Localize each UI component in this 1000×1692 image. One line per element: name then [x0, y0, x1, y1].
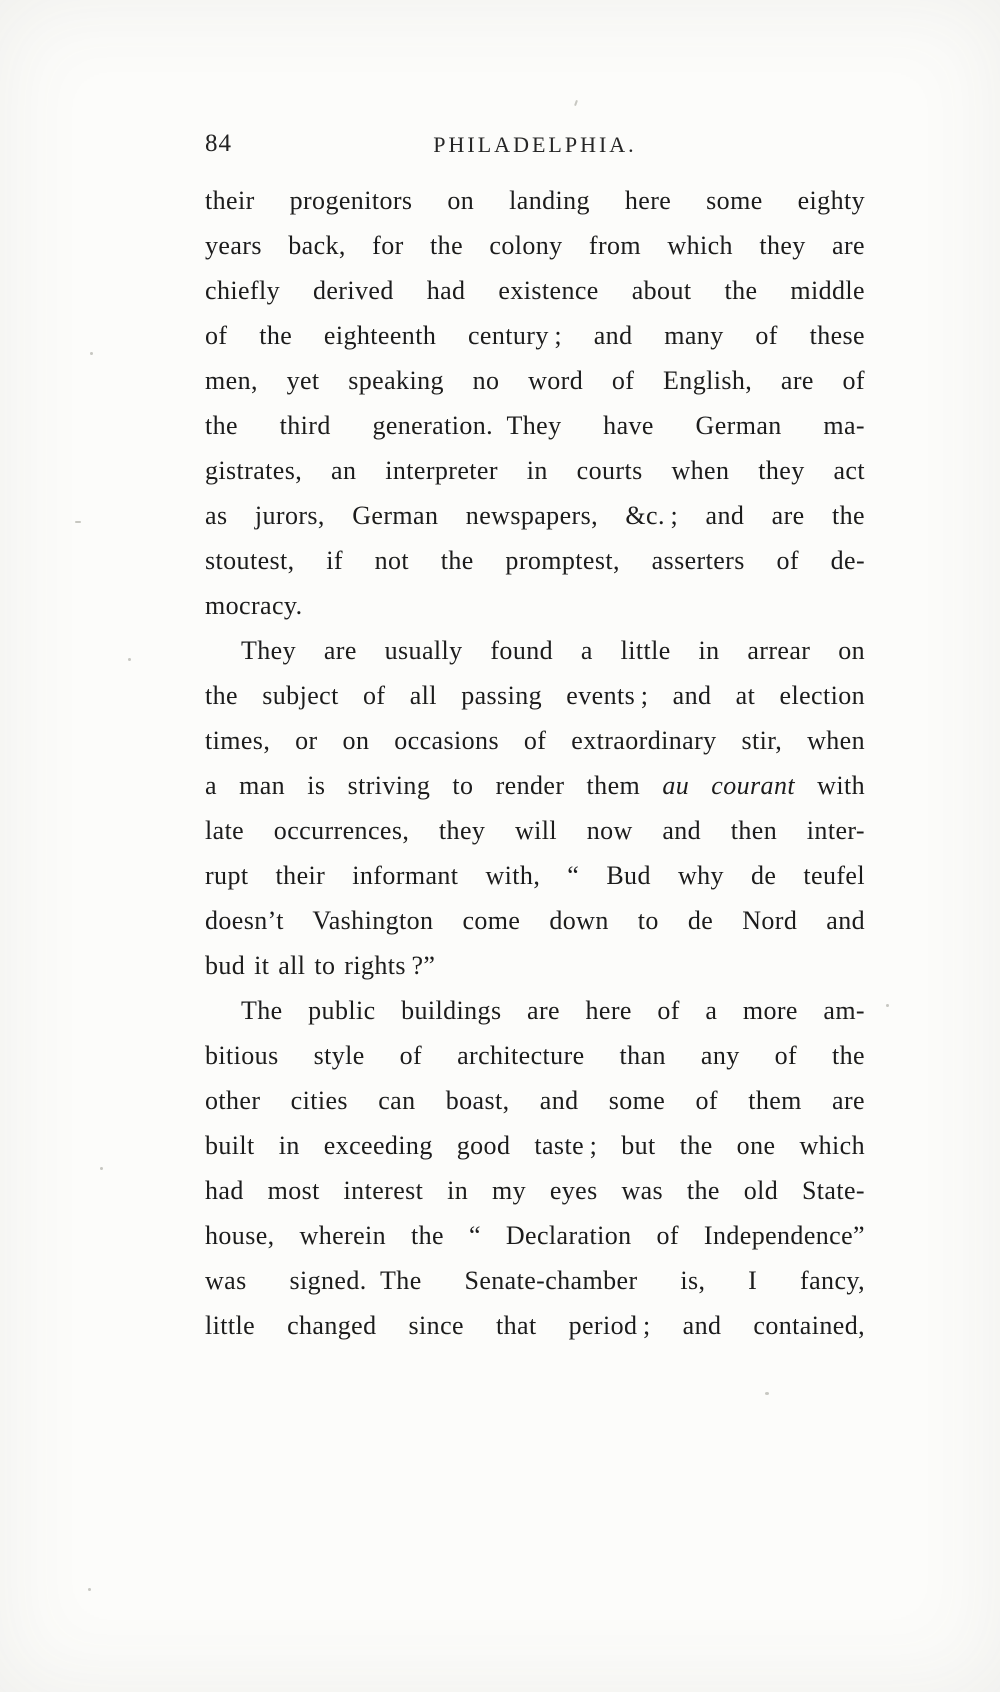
text-segment: rupt their informant with, “ Bud why de teufel — [205, 861, 865, 890]
text-line — [205, 358, 865, 403]
text-segment: of the eighteenth century ; and many of these — [205, 321, 865, 350]
text-segment: as jurors, German newspapers, &c. ; and are the — [205, 501, 865, 530]
scan-speck — [100, 1167, 103, 1170]
text-line — [205, 853, 865, 898]
italic-text: au courant — [662, 771, 795, 800]
text-segment: gistrates, an interpreter in courts when they act — [205, 456, 865, 485]
text-segment: mocracy. — [205, 591, 303, 620]
text-segment: men, yet speaking no word of English, are of — [205, 366, 865, 395]
text-line — [205, 1033, 865, 1078]
text-segment: built in exceeding good taste ; but the one which — [205, 1131, 865, 1160]
text-line — [205, 538, 865, 583]
text-line — [205, 988, 865, 1033]
text-line — [205, 1258, 865, 1303]
text-line — [205, 1168, 865, 1213]
text-line — [205, 493, 865, 538]
text-segment: other cities can boast, and some of them are — [205, 1086, 865, 1115]
text-segment: a man is striving to render them — [205, 771, 663, 800]
text-line — [205, 718, 865, 763]
text-segment: late occurrences, they will now and then inter- — [205, 816, 865, 845]
text-segment: the subject of all passing events ; and at election — [205, 681, 865, 710]
paragraph — [205, 178, 865, 628]
text-line — [205, 628, 865, 673]
text-line — [205, 763, 865, 808]
text-line — [205, 673, 865, 718]
page-header — [205, 128, 865, 168]
text-line — [205, 223, 865, 268]
text-line — [205, 1303, 865, 1348]
text-segment: had most interest in my eyes was the old State- — [205, 1176, 865, 1205]
text-segment: little changed since that period ; and contained, — [205, 1311, 865, 1340]
text-segment: The public buildings are here of a more am- — [241, 996, 865, 1025]
text-segment: their progenitors on landing here some eighty — [205, 186, 865, 215]
paragraph — [205, 988, 865, 1348]
text-line — [205, 1078, 865, 1123]
text-line — [205, 583, 865, 628]
text-line — [205, 898, 865, 943]
paragraph — [205, 628, 865, 988]
scan-speck — [88, 1588, 91, 1591]
text-segment: They are usually found a little in arrear on — [241, 636, 865, 665]
text-segment: years back, for the colony from which they are — [205, 231, 865, 260]
scan-speck — [574, 100, 578, 106]
text-segment: bitious style of architecture than any of the — [205, 1041, 865, 1070]
page-number: 84 — [205, 130, 232, 157]
text-line — [205, 178, 865, 223]
text-segment: was signed. The Senate-chamber is, I fancy, — [205, 1266, 865, 1295]
text-line — [205, 313, 865, 358]
text-block — [205, 178, 865, 1348]
text-segment: doesn’t Vashington come down to de Nord and — [205, 906, 865, 935]
text-segment: chiefly derived had existence about the middle — [205, 276, 865, 305]
scan-speck — [90, 352, 93, 355]
scan-speck — [765, 1392, 769, 1395]
running-header: PHILADELPHIA. — [433, 132, 637, 157]
text-line — [205, 268, 865, 313]
text-segment: the third generation. They have German ma- — [205, 411, 865, 440]
text-line — [205, 943, 865, 988]
text-line — [205, 808, 865, 853]
text-line — [205, 403, 865, 448]
text-line — [205, 1123, 865, 1168]
scan-speck — [886, 1004, 889, 1007]
text-line — [205, 448, 865, 493]
text-segment: times, or on occasions of extraordinary stir, when — [205, 726, 865, 755]
scan-speck — [128, 658, 131, 661]
text-segment: with — [794, 771, 865, 800]
text-line — [205, 1213, 865, 1258]
text-segment: stoutest, if not the promptest, asserters of de- — [205, 546, 865, 575]
text-segment: house, wherein the “ Declaration of Independence” — [205, 1221, 865, 1250]
text-segment: bud it all to rights ?” — [205, 951, 436, 980]
scan-speck — [75, 521, 81, 523]
